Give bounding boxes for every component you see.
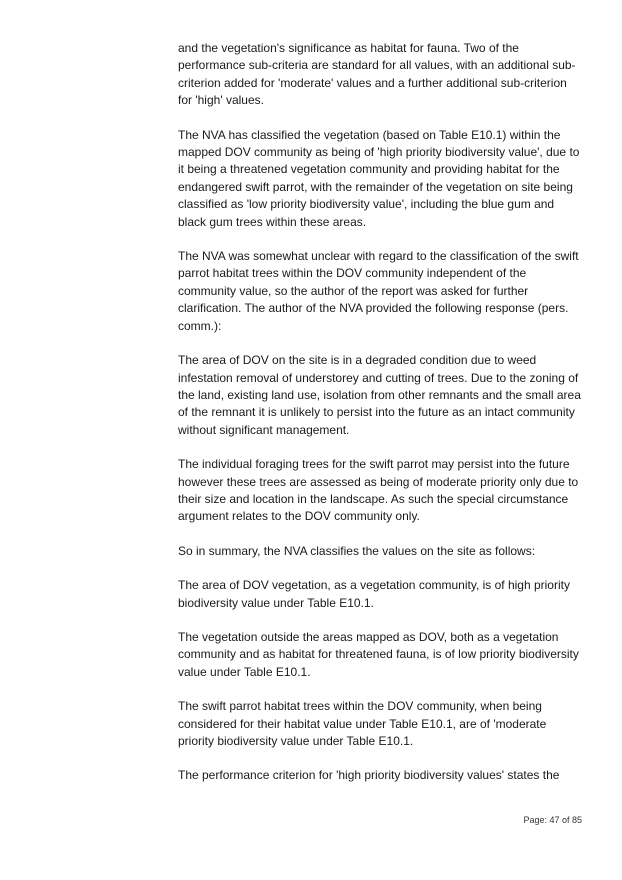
paragraph-4: The area of DOV on the site is in a degraded condition due to weed infestation removal of understorey and cutting of trees. Due to the zoning of the land, existing land use, isolation from other remnants and the small area of the remnant it is unlikely to persist into the future as an intact community without significant management.: [178, 353, 581, 437]
paragraph-3: The NVA was somewhat unclear with regard to the classification of the swift parrot habitat trees within the DOV community independent of the community value, so the author of the report was asked for further clarification. The author of the NVA provided the following response (pers. comm.):: [178, 249, 579, 333]
page-number: Page: 47 of 85: [523, 815, 582, 825]
paragraph-2: The NVA has classified the vegetation (based on Table E10.1) within the mapped DOV community as being of 'high priority biodiversity value', due to it being a threatened vegetation community and providing habitat for the endangered swift parrot, with the remainder of the vegetation on site being classified as 'low priority biodiversity value', including the blue gum and black gum trees within these areas.: [178, 127, 580, 229]
paragraph-1: and the vegetation's significance as habitat for fauna. Two of the performance sub-criteria are standard for all values, with an additional sub-criterion added for 'moderate' values and a further additional sub-criterion for 'high' values.: [178, 41, 576, 108]
body-text: [178, 40, 583, 802]
paragraph-7: The area of DOV vegetation, as a vegetation community, is of high priority biodiversity value under Table E10.1.: [178, 578, 570, 610]
paragraph-6: So in summary, the NVA classifies the values on the site as follows:: [178, 543, 536, 558]
paragraph-10: The performance criterion for 'high priority biodiversity values' states the: [178, 768, 560, 783]
paragraph-9: The swift parrot habitat trees within the DOV community, when being considered for their habitat value under Table E10.1, are of 'moderate priority biodiversity value under Table E10.1.: [178, 699, 547, 748]
paragraph-8: The vegetation outside the areas mapped as DOV, both as a vegetation community and as habitat for threatened fauna, is of low priority biodiversity value under Table E10.1.: [178, 629, 579, 679]
paragraph-5: The individual foraging trees for the swift parrot may persist into the future however these trees are assessed as being of moderate priority only due to their size and location in the landscape. As such the special circumstance argument relates to the DOV community only.: [178, 457, 579, 524]
